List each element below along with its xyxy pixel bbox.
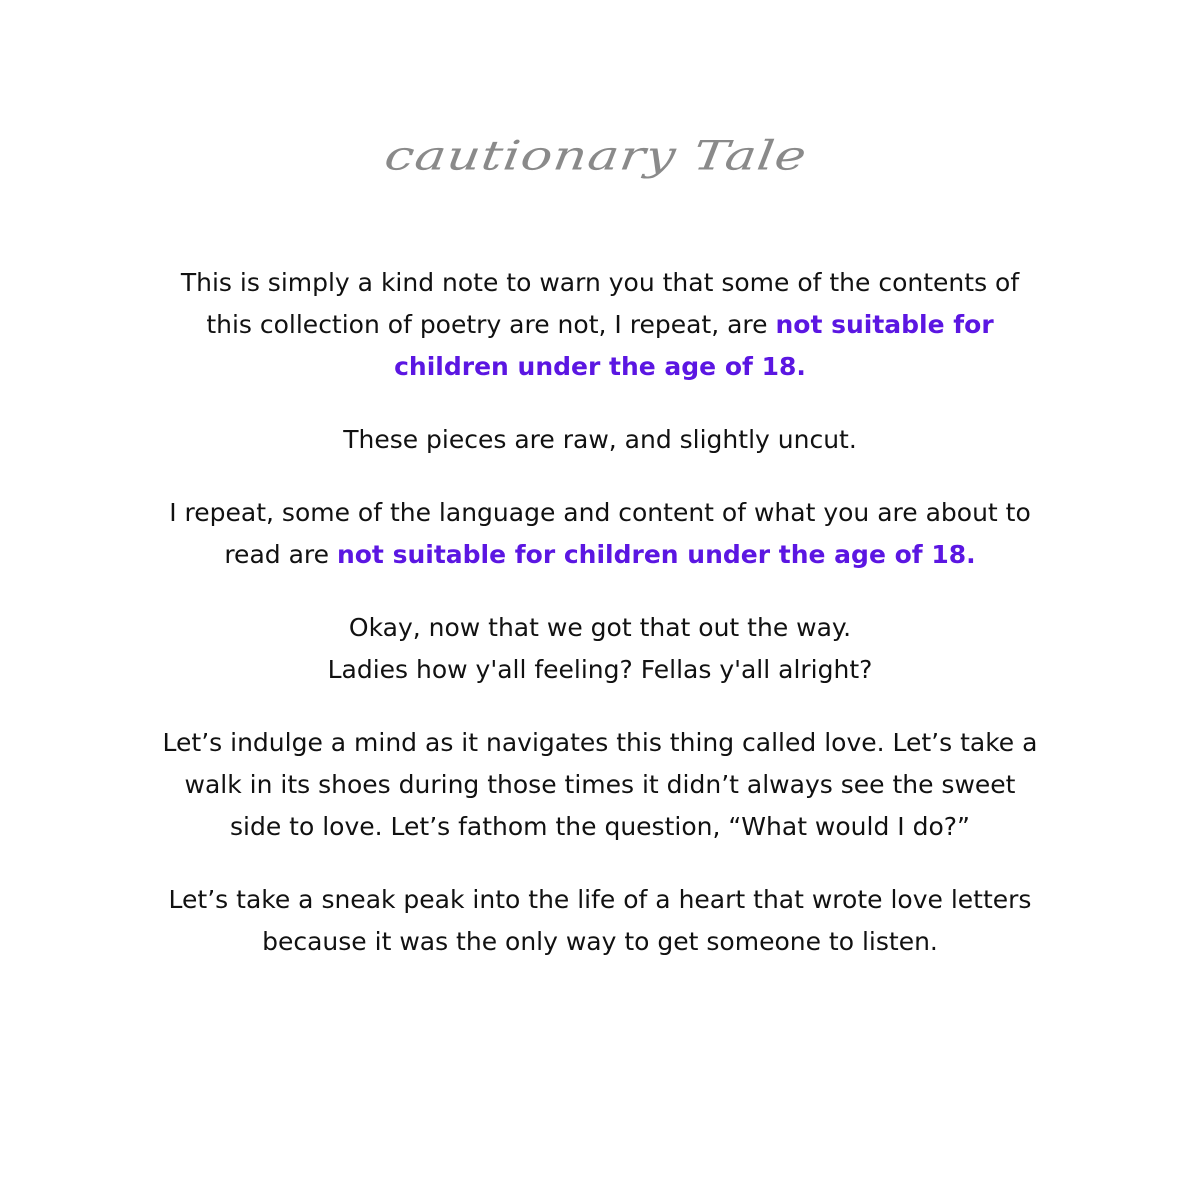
greeting-line-2: Ladies how y'all feeling? Fellas y'all alright? bbox=[327, 655, 873, 684]
love-text: Let’s indulge a mind as it navigates this thing called love. Let’s take a walk in its shoes during those times it didn’t always see the sweet side to love. Let’s fathom the question, “What would I do?” bbox=[162, 728, 1038, 841]
age-warning-emphasis-2: not suitable for children under the age of 18. bbox=[336, 540, 976, 569]
raw-content-text: These pieces are raw, and slightly uncut. bbox=[343, 425, 857, 454]
warning-text-1: This is simply a kind note to warn you that some of the contents of this collection of poetry are not, I repeat, are bbox=[180, 268, 1020, 339]
love-paragraph bbox=[160, 722, 1040, 848]
closing-text: Let’s take a sneak peak into the life of a heart that wrote love letters because it was the only way to get someone to listen. bbox=[168, 885, 1032, 956]
warning-paragraph-1 bbox=[160, 262, 1040, 388]
title-area bbox=[0, 96, 1200, 216]
greeting-line-1: Okay, now that we got that out the way. bbox=[348, 613, 852, 642]
page-title: cautionary Tale bbox=[381, 132, 811, 180]
greeting-paragraph bbox=[160, 607, 1040, 691]
warning-text-2: I repeat, some of the language and content of what you are about to read are bbox=[169, 498, 1031, 569]
raw-content-paragraph bbox=[160, 419, 1040, 461]
age-warning-emphasis-1: not suitable for children under the age of 18. bbox=[394, 310, 994, 381]
notice-body bbox=[160, 262, 1040, 994]
warning-paragraph-2 bbox=[160, 492, 1040, 576]
closing-paragraph bbox=[160, 879, 1040, 963]
